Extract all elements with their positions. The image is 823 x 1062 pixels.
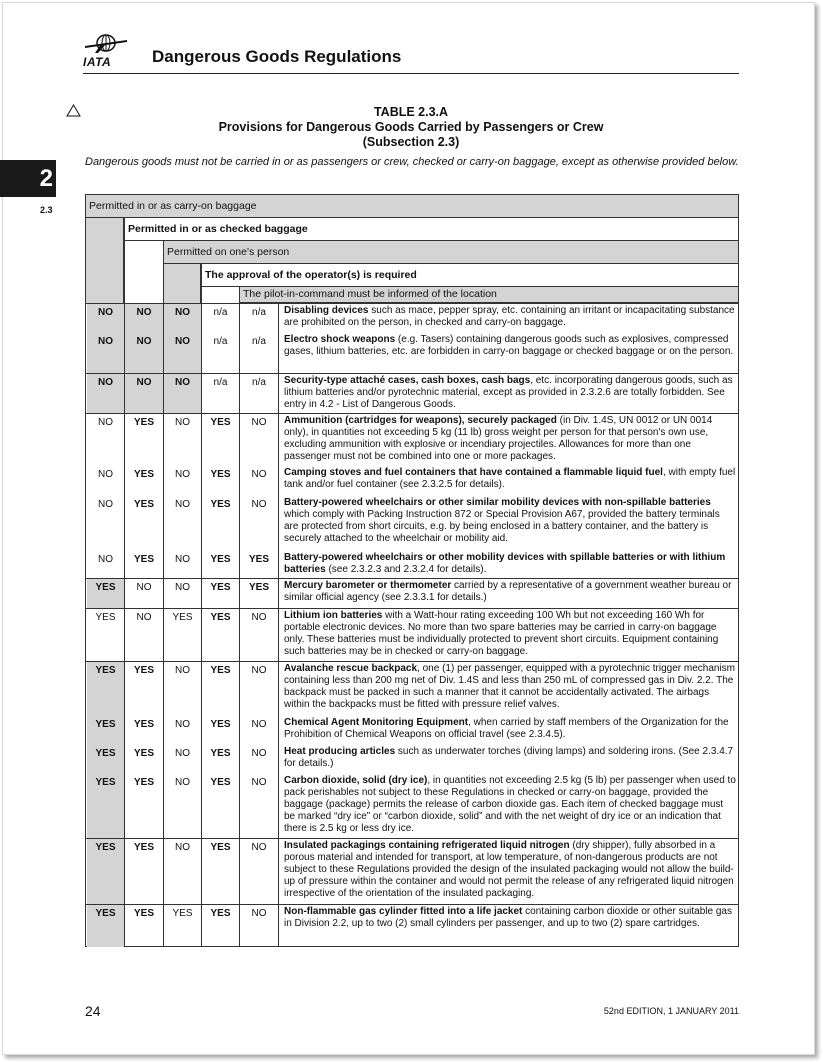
provision-text: containing carbon dioxide or other suitable gas in Division 2.2, up to two (2) small cylinders per passenger, and up to two (2) spare cartridges. (284, 906, 732, 929)
provision-text: , in quantities not exceeding 2.5 kg (5 lb) per passenger when used to pack perishables not subject to these Regulations in checked or carry-on baggage, provided the baggage (package) permits the release of carbon dioxide gas. Each item of checked baggage must be marked “dry ice” or “carbon dioxide, solid” and with the net weight of dry ice or an indication that there is 2.5 kg or less dry ice. (284, 775, 736, 834)
table-cell: n/a (213, 336, 228, 347)
provision-description (281, 495, 739, 550)
provision-title: Heat producing articles (284, 746, 396, 757)
table-cell: n/a (213, 377, 228, 388)
table-row (86, 303, 738, 332)
table-cell: YES (133, 554, 154, 565)
table-row (86, 608, 738, 661)
table-cell: NO (136, 582, 152, 593)
provision-title: Security-type attaché cases, cash boxes, cash bags (284, 375, 531, 386)
table-cell: NO (251, 777, 267, 788)
table-cell: YES (210, 908, 231, 919)
table-cell: NO (164, 373, 201, 413)
table-cell: n/a (252, 377, 266, 388)
table-cell: YES (210, 417, 231, 428)
page-header (83, 32, 739, 74)
provision-description (281, 550, 739, 578)
table-cell: YES (87, 578, 124, 608)
provision-text: , with empty fuel tank and/or fuel container (see 2.3.2.5 for details). (284, 467, 736, 490)
table-number: TABLE 2.3.A (373, 105, 449, 119)
table-cell: YES (133, 499, 154, 510)
column-header-checked: Permitted in or as checked baggage (124, 218, 738, 241)
page-number: 24 (85, 1003, 101, 1019)
row-divider (86, 608, 738, 609)
provision-description (281, 838, 739, 904)
table-cell: YES (95, 612, 116, 623)
provision-text: which comply with Packing Instruction 872 or Special Provision A67, provided the battery terminals are protected from short circuits, e.g. by being enclosed in a battery container, and the battery is securely attached to the wheelchair or mobility aid. (284, 509, 720, 544)
column-header-on-person: Permitted on one's person (163, 241, 738, 264)
table-cell: NO (125, 332, 163, 373)
table-cell: NO (98, 499, 113, 510)
table-cell: YES (210, 665, 231, 676)
table-cell: NO (251, 719, 267, 730)
provision-text: , one (1) per passenger, equipped with a pyrotechnic trigger mechanism containing less than 200 mg net of Div. 1.4S and less than 250 mL of compressed gas in Div. 2.2. The backpack must be packed in such a manner that it cannot be accidentally activated. The airbags within the backpacks must be fitted with pressure relief valves. (284, 663, 736, 710)
table-cell: NO (175, 417, 190, 428)
table-cell: YES (87, 744, 124, 773)
table-row (86, 495, 738, 550)
table-subsection: (Subsection 2.3) (362, 135, 460, 149)
table-cell: NO (98, 417, 113, 428)
table-cell: NO (164, 303, 201, 332)
table-cell: NO (125, 303, 163, 332)
provision-title: Battery-powered wheelchairs or other mobility devices with spillable batteries or with lithium batteries (284, 552, 726, 575)
column-header-carry-on: Permitted in or as carry-on baggage (86, 195, 738, 218)
table-cell: YES (210, 748, 231, 759)
table-row (86, 838, 738, 904)
provision-description (281, 904, 739, 947)
provision-description (281, 773, 739, 838)
iata-logo (83, 34, 129, 68)
provision-title: Mercury barometer or thermometer (284, 580, 452, 591)
provision-title: Chemical Agent Monitoring Equipment (284, 717, 469, 728)
row-divider (86, 413, 738, 414)
table-cell: YES (133, 719, 154, 730)
table-cell: YES (87, 838, 124, 904)
table-cell: NO (175, 748, 190, 759)
table-row (86, 773, 738, 838)
table-row (86, 373, 738, 413)
table-title (83, 105, 739, 150)
table-cell: NO (175, 665, 190, 676)
table-cell: n/a (213, 307, 228, 318)
table-cell: NO (251, 612, 267, 623)
table-cell: YES (87, 661, 124, 715)
row-divider (86, 303, 738, 304)
table-cell: YES (133, 417, 154, 428)
provision-text: , etc. incorporating dangerous goods, such as lithium batteries and/or pyrotechnic material, except as provided in 2.3.2.6 are totally forbidden. See entry in 4.2 - List of Dangerous Goods. (284, 375, 733, 410)
column-header-pilot-informed: The pilot-in-command must be informed of the location (239, 287, 738, 303)
table-cell: YES (133, 665, 154, 676)
provision-text: carried by a representative of a government weather bureau or similar official agency (see 2.3.3.1 for details.) (284, 580, 732, 603)
table-cell: NO (251, 665, 267, 676)
edition-label: 52nd EDITION, 1 JANUARY 2011 (603, 1006, 739, 1016)
provision-title: Lithium ion batteries (284, 610, 383, 621)
table-cell: YES (133, 748, 154, 759)
provision-text: with a Watt-hour rating exceeding 100 Wh but not exceeding 160 Wh for portable electronic devices. No more than two spare batteries may be carried in carry-on baggage only. These batteries must be individually protected to prevent short circuits. Equipment containing such batteries may be in checked or carry-on baggage. (284, 610, 719, 657)
table-row (86, 413, 738, 465)
change-triangle-icon (66, 104, 81, 117)
column-header-operator-approval: The approval of the operator(s) is required (201, 264, 738, 287)
provision-description (281, 413, 739, 465)
table-cell: NO (251, 469, 267, 480)
table-row (86, 744, 738, 773)
table-cell: YES (210, 469, 231, 480)
provision-title: Electro shock weapons (284, 334, 396, 345)
table-cell: YES (210, 499, 231, 510)
table-cell: NO (251, 842, 267, 853)
table-cell: YES (87, 773, 124, 838)
provision-text: (dry shipper), fully absorbed in a porous material and intended for transport, at low temperature, of non-dangerous products are not subject to these Regulations provided the design of the insulated packaging would not allow the build-up of pressure within the container and would not permit the release of any refrigerated liquid nitrogen irrespective of the orientation of the insulated packaging. (284, 840, 734, 899)
table-cell: YES (133, 777, 154, 788)
provision-text: , when carried by staff members of the Organization for the Prohibition of Chemical Weapons on official travel (see 2.3.4.5). (284, 717, 729, 740)
row-divider (86, 578, 738, 579)
provision-title: Avalanche rescue backpack (284, 663, 418, 674)
provision-title: Disabling devices (284, 305, 369, 316)
table-row (86, 904, 738, 947)
table-cell: NO (175, 499, 190, 510)
table-cell: YES (210, 582, 231, 593)
chapter-tab: 2 (0, 160, 56, 197)
table-cell: NO (87, 303, 124, 332)
row-divider (86, 838, 738, 839)
provision-description (281, 303, 739, 332)
provision-title: Camping stoves and fuel containers that have contained a flammable liquid fuel (284, 467, 663, 478)
section-tab: 2.3 (40, 205, 53, 215)
provision-text: such as underwater torches (diving lamps) and soldering irons. (See 2.3.4.7 for details.) (284, 746, 734, 769)
provision-text: such as mace, pepper spray, etc. containing an irritant or incapacitating substance are prohibited on the person, in checked and carry-on baggage. (284, 305, 735, 328)
table-cell: YES (172, 908, 193, 919)
row-divider (86, 373, 738, 374)
provisions-table (85, 194, 739, 947)
provision-description (281, 661, 739, 715)
table-cell: NO (87, 332, 124, 373)
provision-description (281, 373, 739, 413)
table-cell: YES (172, 612, 193, 623)
table-cell: NO (175, 842, 190, 853)
table-cell: NO (175, 719, 190, 730)
provision-text: (in Div. 1.4S, UN 0012 or UN 0014 only), in quantities not exceeding 5 kg (11 lb) gross weight per person for that person's own use, excluding ammunition with explosive or incendiary projectiles. Allowances for more than one passenger must not be combined into one or more packages. (284, 415, 713, 462)
table-cell: NO (175, 554, 190, 565)
table-row (86, 715, 738, 744)
table-cell: YES (133, 842, 154, 853)
table-cell: NO (175, 582, 190, 593)
provision-description (281, 465, 739, 495)
table-cell: YES (248, 582, 269, 593)
table-cell: n/a (252, 336, 266, 347)
provision-text: (e.g. Tasers) containing dangerous goods such as explosives, compressed gases, lithium batteries, etc. are forbidden in carry-on baggage or checked baggage or on the person. (284, 334, 734, 357)
table-cell: n/a (252, 307, 266, 318)
table-cell: NO (175, 777, 190, 788)
table-cell: NO (87, 373, 124, 413)
table-cell: NO (251, 417, 267, 428)
provision-title: Non-flammable gas cylinder fitted into a life jacket (284, 906, 523, 917)
table-row (86, 465, 738, 495)
table-row (86, 550, 738, 578)
table-cell: YES (248, 554, 269, 565)
table-caption: Provisions for Dangerous Goods Carried by Passengers or Crew (218, 120, 604, 134)
table-row (86, 332, 738, 373)
table-cell: YES (133, 908, 154, 919)
table-cell: YES (210, 554, 231, 565)
table-cell: NO (251, 748, 267, 759)
table-cell: NO (98, 469, 113, 480)
table-cell: YES (210, 842, 231, 853)
table-cell: YES (210, 719, 231, 730)
provision-text: (see 2.3.2.3 and 2.3.2.4 for details). (325, 564, 487, 575)
provision-description (281, 744, 739, 773)
table-cell: NO (175, 469, 190, 480)
table-cell: YES (210, 777, 231, 788)
provision-title: Ammunition (cartridges for weapons), securely packaged (284, 415, 557, 426)
provision-description (281, 715, 739, 744)
table-cell: YES (87, 715, 124, 744)
header-shade (163, 264, 201, 303)
row-divider (86, 661, 738, 662)
provision-description (281, 332, 739, 373)
table-row (86, 578, 738, 608)
table-cell: YES (133, 469, 154, 480)
provision-description (281, 608, 739, 661)
logo-text: IATA (83, 55, 112, 69)
intro-text: Dangerous goods must not be carried in or as passengers or crew, checked or carry-on baggage, except as otherwise provided below. (85, 156, 739, 168)
provision-title: Battery-powered wheelchairs or other similar mobility devices with non-spillable batteries (284, 497, 711, 508)
header-title: Dangerous Goods Regulations (152, 47, 402, 66)
table-cell: NO (251, 499, 267, 510)
table-cell: NO (98, 554, 113, 565)
provision-title: Insulated packagings containing refrigerated liquid nitrogen (284, 840, 570, 851)
provision-description (281, 578, 739, 608)
table-cell: NO (136, 612, 152, 623)
row-divider (86, 904, 738, 905)
table-cell: NO (164, 332, 201, 373)
table-cell: YES (210, 612, 231, 623)
header-shade (86, 218, 124, 303)
table-cell: NO (125, 373, 163, 413)
table-row (86, 661, 738, 715)
table-cell: NO (251, 908, 267, 919)
provision-title: Carbon dioxide, solid (dry ice) (284, 775, 428, 786)
table-cell: YES (87, 904, 124, 947)
